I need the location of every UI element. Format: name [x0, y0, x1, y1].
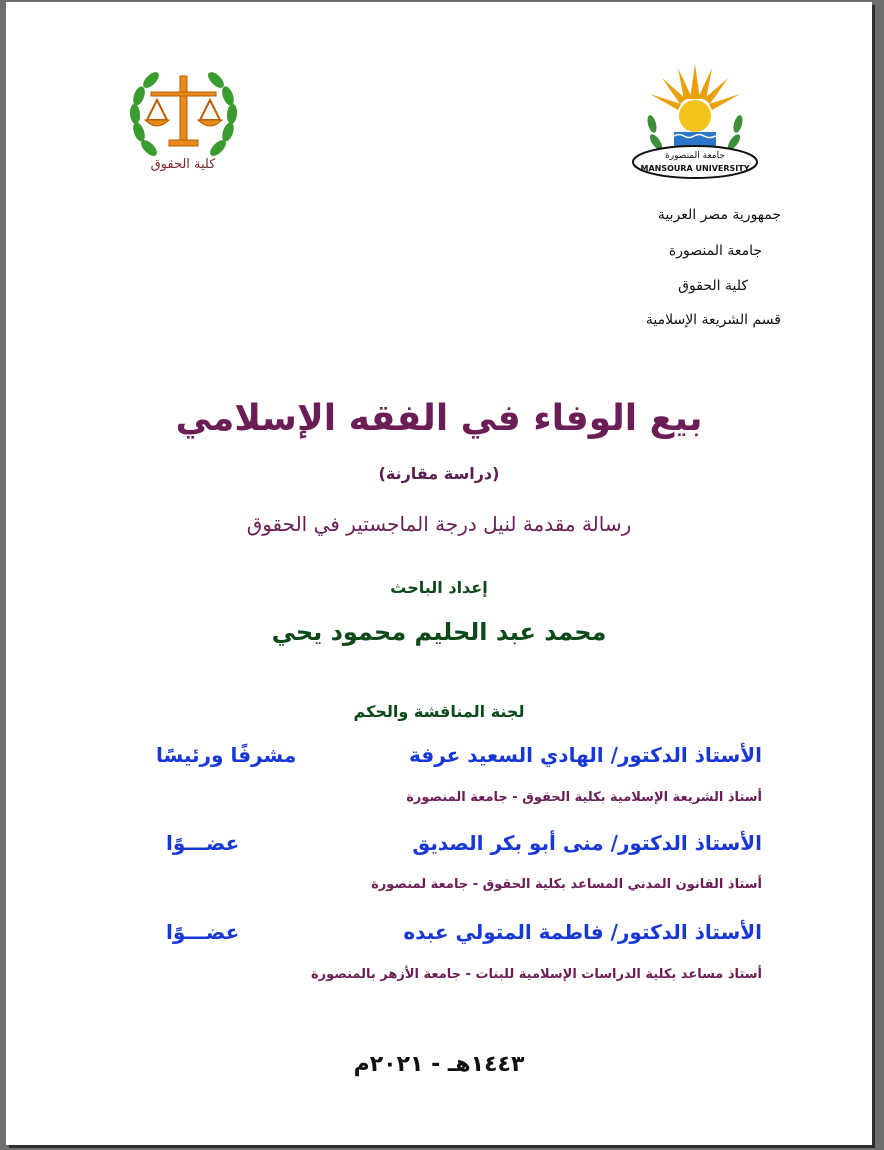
committee-member-name: الأستاذ الدكتور/ الهادي السعيد عرفة [409, 743, 762, 767]
law-logo-text: كلية الحقوق [150, 157, 216, 172]
committee-member-role: عضـــوًا [166, 920, 240, 944]
header-faculty: كلية الحقوق [678, 278, 748, 294]
author-name: محمد عبد الحليم محمود يحي [271, 618, 607, 646]
committee-member-role: عضـــوًا [166, 831, 240, 855]
university-logo-text-ar: جامعة المنصورة [665, 151, 725, 161]
study-type: (دراسة مقارنة) [378, 464, 500, 483]
committee-member-name: الأستاذ الدكتور/ منى أبو بكر الصديق [412, 831, 762, 855]
mansoura-university-logo [628, 54, 763, 194]
committee-member-name: الأستاذ الدكتور/ فاطمة المتولي عبده [403, 920, 762, 944]
committee-member-description: أستاذ مساعد بكلية الدراسات الإسلامية للبنات - جامعة الأزهر بالمنصورة [310, 967, 762, 982]
faculty-of-law-logo [121, 62, 246, 182]
committee-member-role: مشرفًا ورئيسًا [156, 743, 297, 767]
academic-date: ١٤٤٣هـ - ٢٠٢١م [353, 1052, 525, 1077]
header-department: قسم الشريعة الإسلامية [645, 312, 781, 328]
header-country: جمهورية مصر العربية [657, 207, 781, 223]
committee-label: لجنة المناقشة والحكم [353, 702, 525, 721]
committee-member-description: أستاذ الشريعة الإسلامية بكلية الحقوق - جامعة المنصورة [406, 790, 762, 805]
university-logo-text-en: MANSOURA UNIVERSITY [640, 164, 750, 173]
document-page [6, 2, 872, 1145]
thesis-title: بيع الوفاء في الفقه الإسلامي [175, 398, 703, 439]
committee-member-description: أستاذ القانون المدني المساعد بكلية الحقوق - جامعة لمنصورة [371, 877, 762, 892]
prepared-by-label: إعداد الباحث [390, 578, 488, 597]
thesis-purpose: رسالة مقدمة لنيل درجة الماجستير في الحقوق [246, 512, 632, 536]
header-university: جامعة المنصورة [668, 243, 762, 259]
